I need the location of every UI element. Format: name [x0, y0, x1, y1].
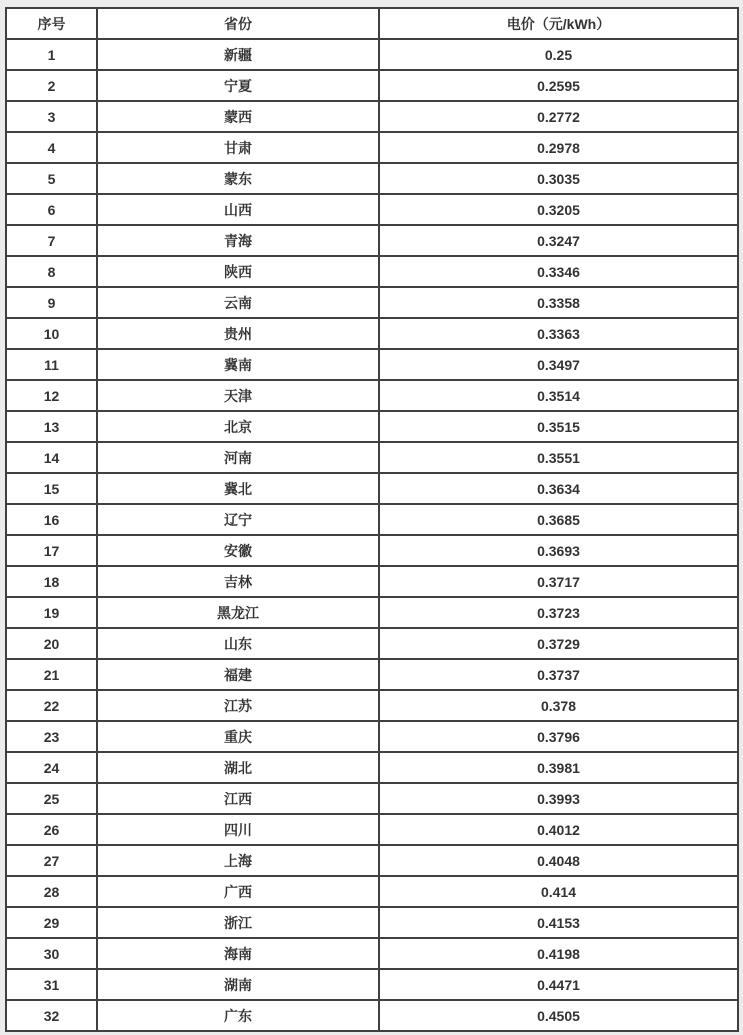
price-cell: 0.3035: [379, 163, 738, 194]
table-row: [6, 349, 738, 380]
province-cell: 天津: [97, 380, 379, 411]
index-cell: 8: [6, 256, 97, 287]
col-header-province: 省份: [97, 8, 379, 39]
province-cell: 甘肃: [97, 132, 379, 163]
province-cell: 湖北: [97, 752, 379, 783]
index-cell: 24: [6, 752, 97, 783]
table-row: [6, 132, 738, 163]
table-row: [6, 690, 738, 721]
index-cell: 29: [6, 907, 97, 938]
index-cell: 18: [6, 566, 97, 597]
price-cell: 0.2978: [379, 132, 738, 163]
index-cell: 25: [6, 783, 97, 814]
province-cell: 冀南: [97, 349, 379, 380]
price-cell: 0.3247: [379, 225, 738, 256]
table-row: [6, 504, 738, 535]
index-cell: 4: [6, 132, 97, 163]
index-cell: 7: [6, 225, 97, 256]
price-cell: 0.2772: [379, 101, 738, 132]
price-cell: 0.3796: [379, 721, 738, 752]
price-cell: 0.3363: [379, 318, 738, 349]
price-cell: 0.4012: [379, 814, 738, 845]
price-cell: 0.3634: [379, 473, 738, 504]
price-cell: 0.2595: [379, 70, 738, 101]
table-row: [6, 938, 738, 969]
price-cell: 0.414: [379, 876, 738, 907]
price-cell: 0.25: [379, 39, 738, 70]
table-body: [6, 39, 738, 1031]
province-cell: 山西: [97, 194, 379, 225]
index-cell: 6: [6, 194, 97, 225]
price-cell: 0.4048: [379, 845, 738, 876]
table-row: [6, 876, 738, 907]
table-row: [6, 752, 738, 783]
table-row: [6, 721, 738, 752]
table-row: [6, 380, 738, 411]
province-cell: 海南: [97, 938, 379, 969]
province-cell: 湖南: [97, 969, 379, 1000]
price-cell: 0.4153: [379, 907, 738, 938]
province-cell: 青海: [97, 225, 379, 256]
index-cell: 27: [6, 845, 97, 876]
col-header-price: 电价（元/kWh）: [379, 8, 738, 39]
index-cell: 16: [6, 504, 97, 535]
province-cell: 蒙西: [97, 101, 379, 132]
index-cell: 23: [6, 721, 97, 752]
index-cell: 3: [6, 101, 97, 132]
table-row: [6, 969, 738, 1000]
province-cell: 上海: [97, 845, 379, 876]
table-row: [6, 287, 738, 318]
price-cell: 0.3723: [379, 597, 738, 628]
index-cell: 30: [6, 938, 97, 969]
province-cell: 福建: [97, 659, 379, 690]
index-cell: 32: [6, 1000, 97, 1031]
table-row: [6, 101, 738, 132]
province-cell: 宁夏: [97, 70, 379, 101]
index-cell: 1: [6, 39, 97, 70]
province-cell: 江西: [97, 783, 379, 814]
price-cell: 0.378: [379, 690, 738, 721]
table-header: [6, 8, 738, 39]
province-cell: 山东: [97, 628, 379, 659]
price-cell: 0.3205: [379, 194, 738, 225]
province-cell: 冀北: [97, 473, 379, 504]
price-cell: 0.3717: [379, 566, 738, 597]
index-cell: 22: [6, 690, 97, 721]
table-row: [6, 163, 738, 194]
index-cell: 28: [6, 876, 97, 907]
province-cell: 蒙东: [97, 163, 379, 194]
price-cell: 0.3551: [379, 442, 738, 473]
table-row: [6, 70, 738, 101]
index-cell: 12: [6, 380, 97, 411]
province-cell: 吉林: [97, 566, 379, 597]
price-cell: 0.3346: [379, 256, 738, 287]
table-row: [6, 566, 738, 597]
index-cell: 31: [6, 969, 97, 1000]
table-row: [6, 39, 738, 70]
province-cell: 浙江: [97, 907, 379, 938]
price-cell: 0.3729: [379, 628, 738, 659]
price-cell: 0.3514: [379, 380, 738, 411]
index-cell: 20: [6, 628, 97, 659]
index-cell: 9: [6, 287, 97, 318]
index-cell: 14: [6, 442, 97, 473]
col-header-index: 序号: [6, 8, 97, 39]
table-row: [6, 256, 738, 287]
table-row: [6, 225, 738, 256]
province-cell: 北京: [97, 411, 379, 442]
table-row: [6, 845, 738, 876]
price-cell: 0.4471: [379, 969, 738, 1000]
table-row: [6, 783, 738, 814]
index-cell: 15: [6, 473, 97, 504]
province-cell: 云南: [97, 287, 379, 318]
price-cell: 0.4198: [379, 938, 738, 969]
index-cell: 21: [6, 659, 97, 690]
table-row: [6, 659, 738, 690]
index-cell: 5: [6, 163, 97, 194]
index-cell: 2: [6, 70, 97, 101]
table-row: [6, 442, 738, 473]
table-row: [6, 473, 738, 504]
price-cell: 0.3693: [379, 535, 738, 566]
province-cell: 重庆: [97, 721, 379, 752]
price-cell: 0.3981: [379, 752, 738, 783]
table-row: [6, 318, 738, 349]
index-cell: 13: [6, 411, 97, 442]
table-row: [6, 535, 738, 566]
index-cell: 17: [6, 535, 97, 566]
price-cell: 0.3358: [379, 287, 738, 318]
price-cell: 0.3685: [379, 504, 738, 535]
table-row: [6, 411, 738, 442]
province-cell: 安徽: [97, 535, 379, 566]
province-cell: 辽宁: [97, 504, 379, 535]
table-row: [6, 194, 738, 225]
electricity-price-table: [5, 7, 739, 1032]
index-cell: 26: [6, 814, 97, 845]
table-row: [6, 907, 738, 938]
province-cell: 河南: [97, 442, 379, 473]
table-row: [6, 1000, 738, 1031]
table-row: [6, 814, 738, 845]
province-cell: 陕西: [97, 256, 379, 287]
index-cell: 19: [6, 597, 97, 628]
table-row: [6, 628, 738, 659]
table-row: [6, 597, 738, 628]
price-cell: 0.3497: [379, 349, 738, 380]
header-row: [6, 8, 738, 39]
province-cell: 江苏: [97, 690, 379, 721]
index-cell: 10: [6, 318, 97, 349]
price-cell: 0.3993: [379, 783, 738, 814]
price-cell: 0.3737: [379, 659, 738, 690]
price-cell: 0.3515: [379, 411, 738, 442]
price-cell: 0.4505: [379, 1000, 738, 1031]
province-cell: 广东: [97, 1000, 379, 1031]
province-cell: 贵州: [97, 318, 379, 349]
index-cell: 11: [6, 349, 97, 380]
province-cell: 四川: [97, 814, 379, 845]
province-cell: 黑龙江: [97, 597, 379, 628]
province-cell: 新疆: [97, 39, 379, 70]
province-cell: 广西: [97, 876, 379, 907]
